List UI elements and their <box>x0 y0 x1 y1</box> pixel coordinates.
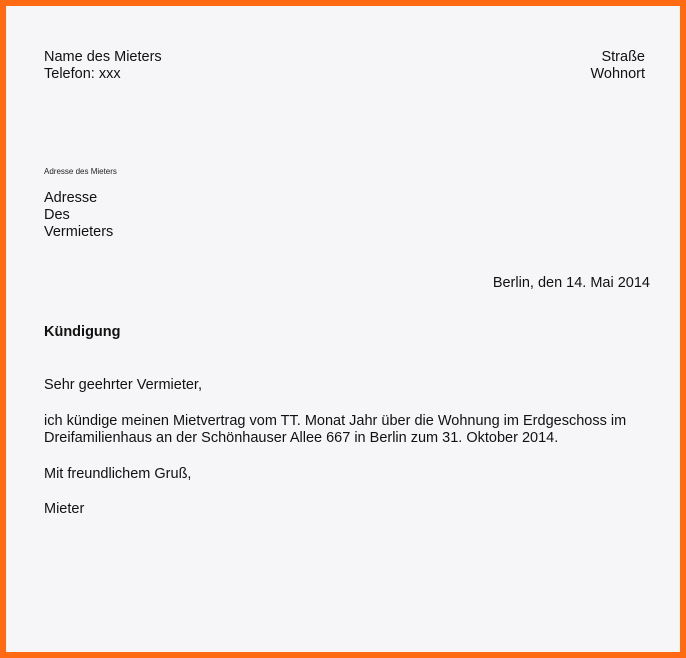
recipient-block <box>44 190 113 241</box>
signature-name: Mieter <box>44 501 85 517</box>
date-line: Berlin, den 14. Mai 2014 <box>492 275 650 291</box>
return-address-line: Adresse des Mieters <box>44 167 117 176</box>
sender-street: Straße <box>601 49 645 65</box>
sender-block <box>44 49 162 83</box>
recipient-line: Vermieters <box>44 224 114 240</box>
subject-line: Kündigung <box>44 324 121 340</box>
recipient-line: Des <box>44 207 70 223</box>
sender-city: Wohnort <box>590 66 645 82</box>
body-text <box>44 413 626 447</box>
sender-name: Name des Mieters <box>44 49 162 65</box>
recipient-line: Adresse <box>44 190 98 206</box>
sender-phone: Telefon: xxx <box>44 66 121 82</box>
body-line: ich kündige meinen Mietvertrag vom TT. Monat Jahr über die Wohnung im Erdgeschoss im <box>44 413 627 429</box>
closing-line: Mit freundlichem Gruß, <box>44 466 192 482</box>
salutation: Sehr geehrter Vermieter, <box>44 377 202 393</box>
sender-address-block <box>590 49 645 83</box>
body-line: Dreifamilienhaus an der Schönhauser Allee 667 in Berlin zum 31. Oktober 2014. <box>44 430 559 446</box>
